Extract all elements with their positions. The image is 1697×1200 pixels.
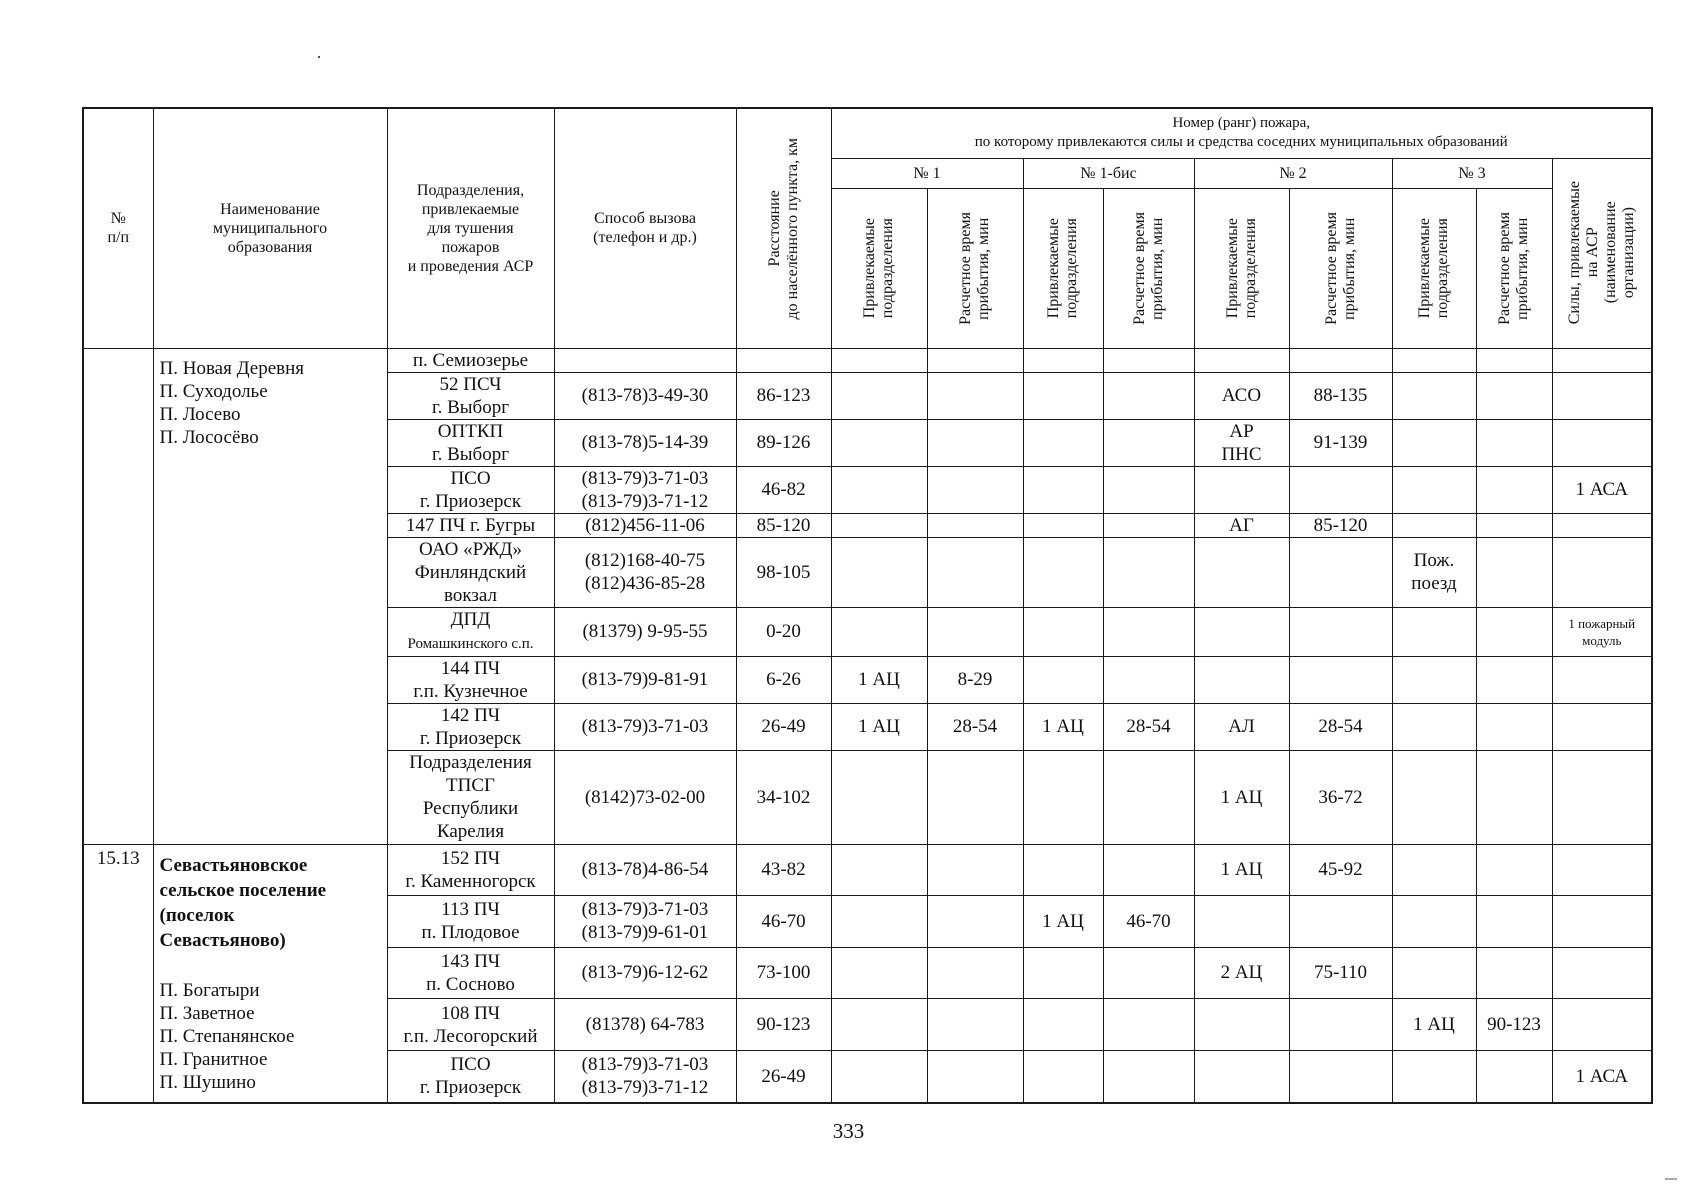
r1t-cell [927, 466, 1023, 513]
r2u-cell [1194, 656, 1289, 703]
r3t-cell [1476, 896, 1552, 948]
r3t-cell [1476, 750, 1552, 844]
r2t-cell [1289, 537, 1392, 607]
r1t-cell [927, 896, 1023, 948]
r1u-cell [831, 896, 927, 948]
unit-cell [387, 348, 554, 372]
r2u-cell [1194, 999, 1289, 1051]
unit-cell [387, 703, 554, 750]
r1bt-cell [1103, 1050, 1194, 1102]
r1t-cell [927, 372, 1023, 419]
unit-cell [387, 419, 554, 466]
r2u-cell [1194, 466, 1289, 513]
r1u-cell [831, 844, 927, 896]
header-distance-text: Расстояние до населённого пункта, км [765, 137, 801, 319]
header-r1bis-units [1023, 188, 1103, 348]
r2u-cell: АГ [1194, 513, 1289, 537]
call-cell: (813-79)6-12-62 [554, 947, 736, 999]
asr-cell: 1 АСА [1552, 1050, 1652, 1102]
unit-name: п. Семиозерье [412, 349, 529, 371]
municipality-cell [153, 844, 387, 1103]
call-cell [554, 348, 736, 372]
r1t-cell [927, 999, 1023, 1051]
unit-name: 147 ПЧ г. Бугры [405, 514, 536, 536]
r3u-cell [1392, 513, 1476, 537]
header-municipality: Наименование муниципального образования [153, 108, 387, 348]
asr-cell: 1 пожарный модуль [1552, 607, 1652, 656]
r2u-cell: АСО [1194, 372, 1289, 419]
unit-name: ДПД [450, 608, 491, 630]
r1t-cell [927, 607, 1023, 656]
unit-name: ОПТКП г. Выборг [431, 420, 510, 465]
unit-name: 52 ПСЧ г. Выборг [431, 373, 510, 418]
r1bt-cell [1103, 656, 1194, 703]
header-r3-time-text: Расчетное время прибытия, мин [1496, 211, 1531, 325]
r1u-cell [831, 750, 927, 844]
r3u-cell [1392, 419, 1476, 466]
dist-cell: 43-82 [736, 844, 831, 896]
r2u-cell [1194, 896, 1289, 948]
header-r1-units [831, 188, 927, 348]
r1u-cell [831, 348, 927, 372]
header-r2-units [1194, 188, 1289, 348]
r1t-cell [927, 513, 1023, 537]
r1bt-cell [1103, 947, 1194, 999]
r1bu-cell [1023, 372, 1103, 419]
village-name: П. Шушино [159, 1071, 256, 1093]
asr-cell [1552, 656, 1652, 703]
r3t-cell [1476, 703, 1552, 750]
header-fire-number: Номер (ранг) пожара, по которому привлекаются силы и средства соседних муниципальных образований [831, 108, 1652, 158]
header-number: № п/п [83, 108, 153, 348]
call-cell: (813-78)5-14-39 [554, 419, 736, 466]
village-name: П. Заветное [159, 1002, 255, 1024]
r3u-cell [1392, 947, 1476, 999]
r3t-cell [1476, 607, 1552, 656]
call-cell: (812)168-40-75 (812)436-85-28 [554, 537, 736, 607]
r1t-cell [927, 348, 1023, 372]
dist-cell: 34-102 [736, 750, 831, 844]
r2t-cell: 28-54 [1289, 703, 1392, 750]
village-name: П. Суходолье [159, 380, 268, 402]
unit-cell [387, 537, 554, 607]
r1bt-cell [1103, 513, 1194, 537]
r1u-cell [831, 372, 927, 419]
call-cell: (812)456-11-06 [554, 513, 736, 537]
page-number: 333 [832, 1119, 865, 1143]
r1bu-cell [1023, 607, 1103, 656]
r1bt-cell [1103, 607, 1194, 656]
header-r2-units-text: Привлекаемые подразделения [1223, 217, 1259, 319]
unit-cell [387, 750, 554, 844]
unit-name: 142 ПЧ г. Приозерск [419, 704, 522, 749]
header-r1-time [927, 188, 1023, 348]
r1bt-cell [1103, 419, 1194, 466]
header-rank-3: № 3 [1392, 158, 1552, 188]
r1bu-cell [1023, 513, 1103, 537]
r3u-cell [1392, 1050, 1476, 1102]
call-cell: (81379) 9-95-55 [554, 607, 736, 656]
unit-cell [387, 466, 554, 513]
r2t-cell: 36-72 [1289, 750, 1392, 844]
call-cell: (813-79)3-71-03 (813-79)9-61-01 [554, 896, 736, 948]
call-cell: (813-79)3-71-03 (813-79)3-71-12 [554, 1050, 736, 1102]
r2u-cell: 2 АЦ [1194, 947, 1289, 999]
header-r1-time-text: Расчетное время прибытия, мин [957, 211, 992, 325]
dist-cell: 86-123 [736, 372, 831, 419]
dist-cell [736, 348, 831, 372]
r2t-cell: 91-139 [1289, 419, 1392, 466]
r1t-cell: 28-54 [927, 703, 1023, 750]
r1t-cell [927, 1050, 1023, 1102]
call-cell: (813-79)9-81-91 [554, 656, 736, 703]
header-r3-units-text: Привлекаемые подразделения [1416, 217, 1451, 319]
dist-cell: 0-20 [736, 607, 831, 656]
r3u-cell [1392, 348, 1476, 372]
dist-cell: 98-105 [736, 537, 831, 607]
row-number [83, 348, 153, 844]
unit-cell [387, 513, 554, 537]
scan-speck [318, 56, 320, 58]
r3u-cell [1392, 703, 1476, 750]
r1t-cell [927, 947, 1023, 999]
r1bt-cell [1103, 844, 1194, 896]
call-cell: (813-79)3-71-03 (813-79)3-71-12 [554, 466, 736, 513]
header-r3-units [1392, 188, 1476, 348]
r2u-cell [1194, 348, 1289, 372]
r1t-cell [927, 750, 1023, 844]
r2t-cell [1289, 896, 1392, 948]
asr-cell [1552, 896, 1652, 948]
r1bu-cell [1023, 466, 1103, 513]
municipality-cell [153, 348, 387, 844]
header-asr-forces [1552, 158, 1652, 348]
header-units: Подразделения, привлекаемые для тушения пожаров и проведения АСР [387, 108, 554, 348]
r2u-cell: АР ПНС [1194, 419, 1289, 466]
r3t-cell [1476, 844, 1552, 896]
r1u-cell: 1 АЦ [831, 703, 927, 750]
asr-cell [1552, 372, 1652, 419]
dist-cell: 89-126 [736, 419, 831, 466]
r2u-cell: 1 АЦ [1194, 844, 1289, 896]
r1u-cell [831, 419, 927, 466]
unit-cell [387, 656, 554, 703]
r1u-cell: 1 АЦ [831, 656, 927, 703]
r1u-cell [831, 513, 927, 537]
r2t-cell [1289, 656, 1392, 703]
unit-name: ОАО «РЖД» Финляндский вокзал [414, 538, 527, 606]
r3u-cell [1392, 844, 1476, 896]
r3u-cell [1392, 750, 1476, 844]
r3u-cell: Пож. поезд [1392, 537, 1476, 607]
r2u-cell [1194, 607, 1289, 656]
village-name: П. Богатыри [159, 979, 260, 1001]
asr-cell [1552, 537, 1652, 607]
dist-cell: 73-100 [736, 947, 831, 999]
r3u-cell [1392, 896, 1476, 948]
r1t-cell [927, 537, 1023, 607]
header-r3-time [1476, 188, 1552, 348]
dist-cell: 6-26 [736, 656, 831, 703]
r1bu-cell [1023, 419, 1103, 466]
r3t-cell [1476, 947, 1552, 999]
asr-cell [1552, 947, 1652, 999]
table-row [83, 348, 1652, 372]
r1bt-cell [1103, 999, 1194, 1051]
r1bt-cell: 46-70 [1103, 896, 1194, 948]
r3u-cell [1392, 607, 1476, 656]
r3u-cell [1392, 372, 1476, 419]
table-body [83, 348, 1652, 1103]
r1t-cell [927, 844, 1023, 896]
r1u-cell [831, 607, 927, 656]
r3t-cell: 90-123 [1476, 999, 1552, 1051]
r2u-cell [1194, 537, 1289, 607]
r1bu-cell [1023, 750, 1103, 844]
r1bt-cell [1103, 750, 1194, 844]
r2t-cell [1289, 1050, 1392, 1102]
r1u-cell [831, 947, 927, 999]
asr-cell [1552, 348, 1652, 372]
unit-cell [387, 947, 554, 999]
asr-cell [1552, 844, 1652, 896]
r2t-cell: 45-92 [1289, 844, 1392, 896]
r1bu-cell [1023, 947, 1103, 999]
r3t-cell [1476, 656, 1552, 703]
r2u-cell: 1 АЦ [1194, 750, 1289, 844]
unit-name: ПСО г. Приозерск [419, 1054, 522, 1099]
r2t-cell: 75-110 [1289, 947, 1392, 999]
unit-name: 144 ПЧ г.п. Кузнечное [413, 657, 528, 702]
dist-cell: 85-120 [736, 513, 831, 537]
call-cell: (8142)73-02-00 [554, 750, 736, 844]
village-name: П. Новая Деревня [159, 357, 305, 379]
header-r1bis-time [1103, 188, 1194, 348]
r1bu-cell [1023, 1050, 1103, 1102]
header-r2-time-text: Расчетное время прибытия, мин [1322, 211, 1358, 325]
r3t-cell [1476, 466, 1552, 513]
r3t-cell [1476, 348, 1552, 372]
r1t-cell: 8-29 [927, 656, 1023, 703]
unit-name: ПСО г. Приозерск [419, 467, 522, 512]
r1u-cell [831, 466, 927, 513]
r3t-cell [1476, 537, 1552, 607]
header-r1bis-time-text: Расчетное время прибытия, мин [1130, 211, 1166, 325]
unit-name: 143 ПЧ п. Сосново [426, 950, 515, 995]
header-rank-1: № 1 [831, 158, 1023, 188]
header-asr-text: Силы, привлекаемые на АСР (наименование организации) [1565, 181, 1637, 325]
unit-name: 152 ПЧ г. Каменногорск [405, 847, 536, 892]
header-rank-1bis: № 1-бис [1023, 158, 1194, 188]
unit-cell [387, 896, 554, 948]
r1u-cell [831, 999, 927, 1051]
r1bu-cell: 1 АЦ [1023, 896, 1103, 948]
r2t-cell [1289, 348, 1392, 372]
r2t-cell [1289, 607, 1392, 656]
table-row [83, 844, 1652, 896]
r1bt-cell [1103, 372, 1194, 419]
r1bt-cell [1103, 348, 1194, 372]
call-cell: (813-79)3-71-03 [554, 703, 736, 750]
r1bt-cell [1103, 466, 1194, 513]
r3t-cell [1476, 513, 1552, 537]
call-cell: (81378) 64-783 [554, 999, 736, 1051]
header-r2-time [1289, 188, 1392, 348]
asr-cell: 1 АСА [1552, 466, 1652, 513]
header-distance [736, 108, 831, 348]
r3t-cell [1476, 1050, 1552, 1102]
r1bt-cell: 28-54 [1103, 703, 1194, 750]
village-list [160, 357, 381, 449]
village-name: П. Лососёво [159, 426, 259, 448]
unit-cell [387, 844, 554, 896]
unit-cell [387, 372, 554, 419]
asr-cell [1552, 999, 1652, 1051]
header-call-method: Способ вызова (телефон и др.) [554, 108, 736, 348]
municipality-name: Севастьяновское сельское поселение (поселок Севастьяново) [159, 854, 327, 951]
asr-cell [1552, 703, 1652, 750]
r2t-cell: 88-135 [1289, 372, 1392, 419]
r2t-cell [1289, 466, 1392, 513]
r1bu-cell [1023, 999, 1103, 1051]
fire-resources-table [82, 107, 1653, 1104]
r2u-cell: АЛ [1194, 703, 1289, 750]
unit-subname: Ромашкинского с.п. [407, 635, 534, 652]
unit-name: 108 ПЧ г.п. Лесогорский [403, 1002, 538, 1047]
r2t-cell [1289, 999, 1392, 1051]
dist-cell: 26-49 [736, 703, 831, 750]
header-r1-units-text: Привлекаемые подразделения [861, 217, 896, 319]
asr-cell [1552, 513, 1652, 537]
r1bu-cell [1023, 844, 1103, 896]
r1bt-cell [1103, 537, 1194, 607]
dist-cell: 26-49 [736, 1050, 831, 1102]
r3t-cell [1476, 372, 1552, 419]
village-name: П. Лосево [159, 403, 241, 425]
unit-name: Подразделения ТПСГ Республики Карелия [409, 752, 532, 842]
row-number: 15.13 [83, 844, 153, 1103]
village-name: П. Степанянское [159, 1025, 295, 1047]
dist-cell: 46-70 [736, 896, 831, 948]
r3t-cell [1476, 419, 1552, 466]
unit-name: 113 ПЧ п. Плодовое [421, 899, 520, 944]
asr-cell [1552, 750, 1652, 844]
r1t-cell [927, 419, 1023, 466]
scan-speck [1665, 1178, 1677, 1180]
r1bu-cell [1023, 537, 1103, 607]
unit-cell [387, 1050, 554, 1102]
village-name: П. Гранитное [159, 1048, 268, 1070]
r3u-cell [1392, 466, 1476, 513]
r1bu-cell [1023, 348, 1103, 372]
unit-cell [387, 607, 554, 656]
r3u-cell [1392, 656, 1476, 703]
header-rank-2: № 2 [1194, 158, 1392, 188]
unit-cell [387, 999, 554, 1051]
r2t-cell: 85-120 [1289, 513, 1392, 537]
header-r1bis-units-text: Привлекаемые подразделения [1045, 217, 1080, 319]
r1u-cell [831, 537, 927, 607]
dist-cell: 46-82 [736, 466, 831, 513]
r1bu-cell: 1 АЦ [1023, 703, 1103, 750]
r1u-cell [831, 1050, 927, 1102]
r1bu-cell [1023, 656, 1103, 703]
village-list [160, 979, 381, 1094]
call-cell: (813-78)4-86-54 [554, 844, 736, 896]
asr-cell [1552, 419, 1652, 466]
r3u-cell: 1 АЦ [1392, 999, 1476, 1051]
dist-cell: 90-123 [736, 999, 831, 1051]
r2u-cell [1194, 1050, 1289, 1102]
call-cell: (813-78)3-49-30 [554, 372, 736, 419]
